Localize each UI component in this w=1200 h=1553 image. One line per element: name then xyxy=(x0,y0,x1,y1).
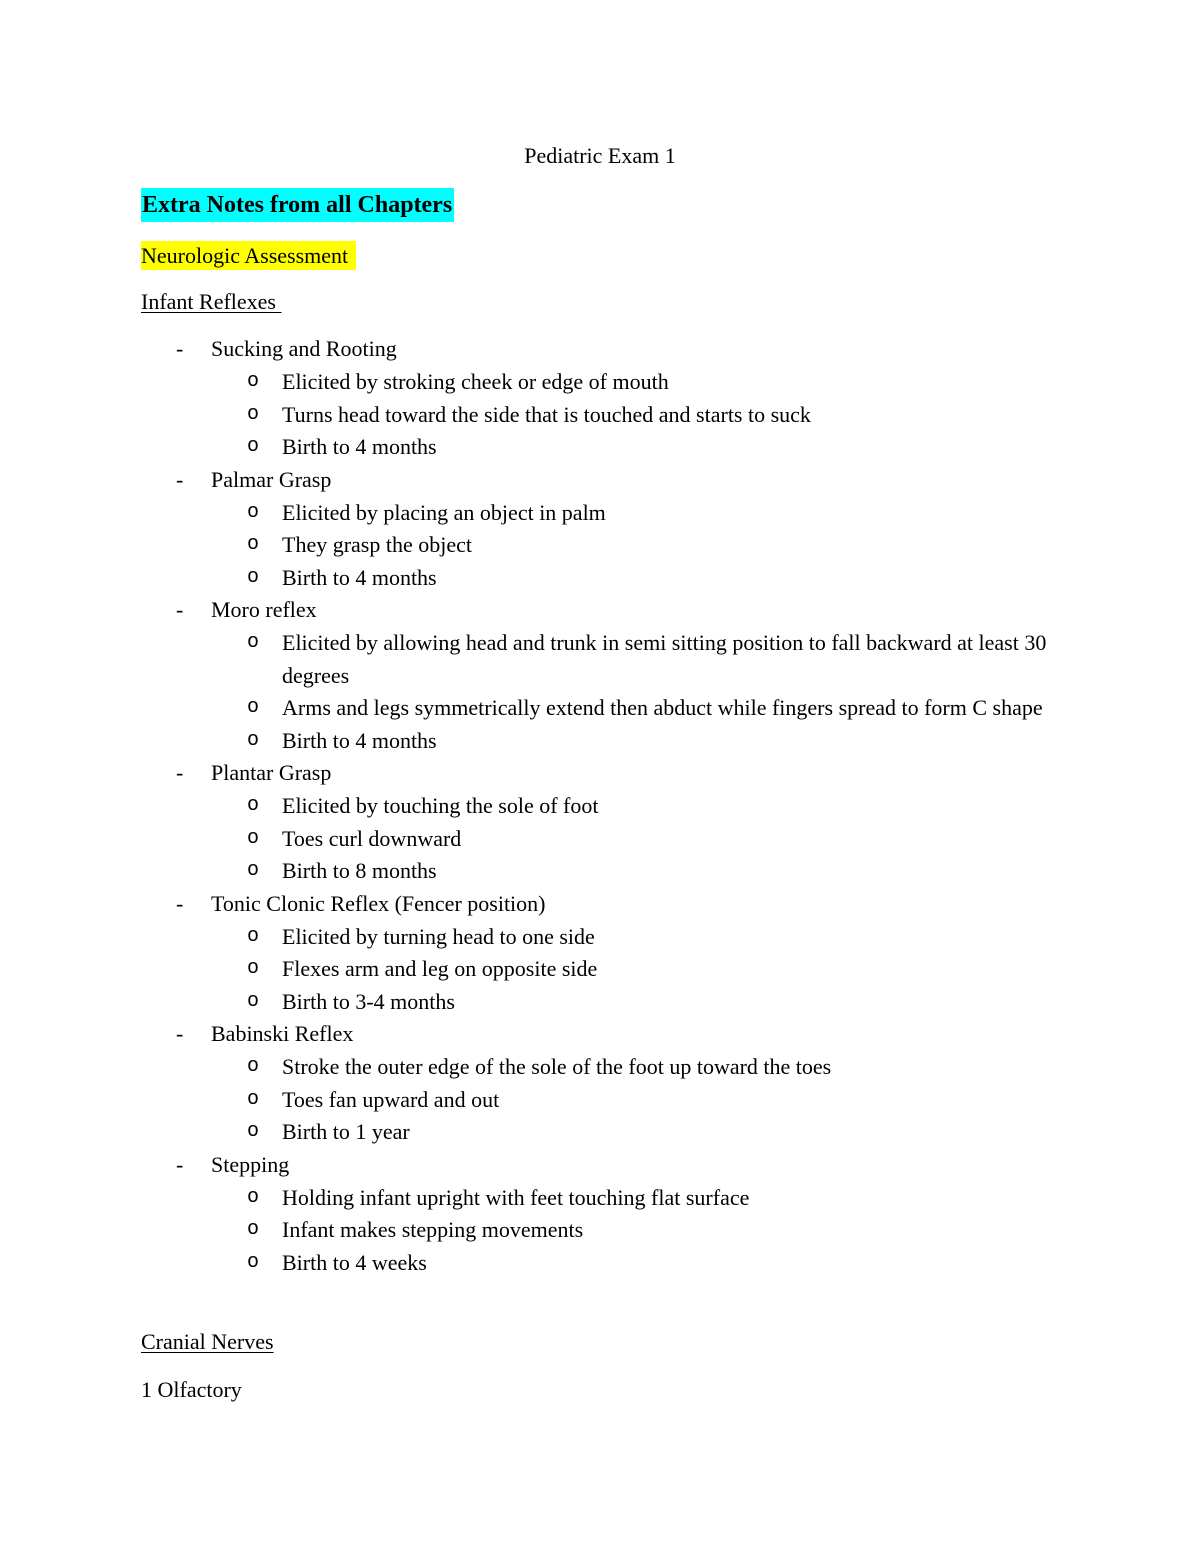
reflex-detail xyxy=(0,529,1200,562)
circle-bullet-marker: o xyxy=(247,402,260,426)
reflex-detail xyxy=(0,366,1200,399)
cranial-nerve-item: 1 Olfactory xyxy=(141,1377,242,1402)
reflex-detail xyxy=(0,953,1200,986)
dash-bullet-marker: - xyxy=(176,1151,184,1177)
reflex-detail-text: Birth to 4 months xyxy=(282,564,437,590)
circle-bullet-marker: o xyxy=(247,435,260,458)
circle-bullet-marker: o xyxy=(247,728,260,752)
reflex-detail xyxy=(0,1247,1200,1280)
reflex-detail-text: Elicited by stroking cheek or edge of mouth xyxy=(282,369,669,394)
circle-bullet-marker: o xyxy=(247,989,260,1013)
circle-bullet-marker: o xyxy=(247,1250,260,1274)
dash-bullet-marker: - xyxy=(176,336,184,361)
circle-bullet-marker: o xyxy=(247,500,260,524)
circle-bullet-marker: o xyxy=(247,631,260,654)
reflex-name: Stepping xyxy=(211,1151,290,1177)
reflex-detail-text: Elicited by allowing head and trunk in semi sitting position to fall backward at least 30 degrees xyxy=(282,630,1047,688)
reflex-detail xyxy=(0,1051,1200,1084)
circle-bullet-marker: o xyxy=(247,859,260,882)
reflex-item xyxy=(0,333,1200,464)
reflex-name: Palmar Grasp xyxy=(211,466,332,492)
infant-reflexes-list xyxy=(0,333,1200,1279)
document-title: Pediatric Exam 1 xyxy=(524,143,676,168)
reflex-item xyxy=(0,1018,1200,1149)
reflex-detail xyxy=(0,497,1200,530)
reflex-name: Babinski Reflex xyxy=(211,1021,354,1046)
reflex-detail xyxy=(0,823,1200,856)
reflex-detail-text: Toes curl downward xyxy=(282,825,462,851)
reflex-row xyxy=(0,888,1200,921)
reflex-detail xyxy=(0,725,1200,758)
reflex-row xyxy=(0,594,1200,627)
dash-bullet-marker: - xyxy=(176,597,184,622)
reflex-item xyxy=(0,464,1200,595)
reflex-detail-text: Infant makes stepping movements xyxy=(282,1217,584,1242)
circle-bullet-marker: o xyxy=(247,1055,260,1078)
reflex-detail-text: Birth to 4 weeks xyxy=(282,1249,427,1275)
circle-bullet-marker: o xyxy=(247,533,260,556)
reflex-detail xyxy=(0,986,1200,1019)
reflex-item xyxy=(0,1149,1200,1280)
reflex-detail-text: Birth to 8 months xyxy=(282,858,437,883)
reflex-detail-text: They grasp the object xyxy=(282,532,472,557)
section-heading-highlighted: Extra Notes from all Chapters xyxy=(141,188,454,222)
reflex-detail-text: Elicited by touching the sole of foot xyxy=(282,793,599,818)
reflex-detail-text: Holding infant upright with feet touching flat surface xyxy=(282,1184,750,1210)
reflex-row xyxy=(0,1149,1200,1182)
reflex-detail xyxy=(0,921,1200,954)
dash-bullet-marker: - xyxy=(176,466,184,492)
reflex-row xyxy=(0,464,1200,497)
reflex-detail xyxy=(0,1116,1200,1149)
reflex-detail-text: Birth to 4 months xyxy=(282,434,437,459)
circle-bullet-marker: o xyxy=(247,1120,260,1143)
circle-bullet-marker: o xyxy=(247,696,260,719)
reflex-row xyxy=(0,757,1200,790)
infant-reflexes-heading: Infant Reflexes xyxy=(141,289,282,314)
reflex-detail-text: Elicited by turning head to one side xyxy=(282,923,595,949)
reflex-detail xyxy=(0,431,1200,464)
reflex-detail-text: Elicited by placing an object in palm xyxy=(282,499,606,525)
reflex-detail-text: Birth to 4 months xyxy=(282,727,437,753)
reflex-detail xyxy=(0,1084,1200,1117)
reflex-detail-text: Turns head toward the side that is touched and starts to suck xyxy=(282,401,811,427)
reflex-detail xyxy=(0,1214,1200,1247)
reflex-detail xyxy=(0,1182,1200,1215)
circle-bullet-marker: o xyxy=(247,1185,260,1209)
dash-bullet-marker: - xyxy=(176,1021,184,1046)
reflex-name: Tonic Clonic Reflex (Fencer position) xyxy=(211,890,546,916)
reflex-row xyxy=(0,1018,1200,1051)
reflex-detail xyxy=(0,692,1200,725)
circle-bullet-marker: o xyxy=(247,924,260,948)
dash-bullet-marker: - xyxy=(176,890,184,916)
reflex-row xyxy=(0,333,1200,366)
reflex-name: Plantar Grasp xyxy=(211,760,332,785)
reflex-item xyxy=(0,888,1200,1019)
subsection-heading-highlighted: Neurologic Assessment xyxy=(141,241,356,270)
circle-bullet-marker: o xyxy=(247,1087,260,1111)
circle-bullet-marker: o xyxy=(247,957,260,980)
reflex-name: Sucking and Rooting xyxy=(211,336,397,361)
reflex-detail xyxy=(0,627,1200,692)
reflex-detail-text: Arms and legs symmetrically extend then abduct while fingers spread to form C shape xyxy=(282,695,1043,720)
reflex-detail-text: Toes fan upward and out xyxy=(282,1086,500,1112)
reflex-item xyxy=(0,757,1200,888)
reflex-detail-text: Flexes arm and leg on opposite side xyxy=(282,956,598,981)
reflex-detail xyxy=(0,855,1200,888)
reflex-detail-text: Birth to 3-4 months xyxy=(282,988,455,1014)
reflex-detail-text: Stroke the outer edge of the sole of the foot up toward the toes xyxy=(282,1054,832,1079)
dash-bullet-marker: - xyxy=(176,760,184,785)
circle-bullet-marker: o xyxy=(247,794,260,817)
circle-bullet-marker: o xyxy=(247,370,260,393)
reflex-detail-text: Birth to 1 year xyxy=(282,1119,410,1144)
reflex-detail xyxy=(0,399,1200,432)
circle-bullet-marker: o xyxy=(247,565,260,589)
reflex-detail xyxy=(0,790,1200,823)
circle-bullet-marker: o xyxy=(247,826,260,850)
cranial-nerves-heading: Cranial Nerves xyxy=(141,1329,274,1354)
circle-bullet-marker: o xyxy=(247,1218,260,1241)
reflex-item xyxy=(0,594,1200,757)
reflex-name: Moro reflex xyxy=(211,597,317,622)
reflex-detail xyxy=(0,562,1200,595)
